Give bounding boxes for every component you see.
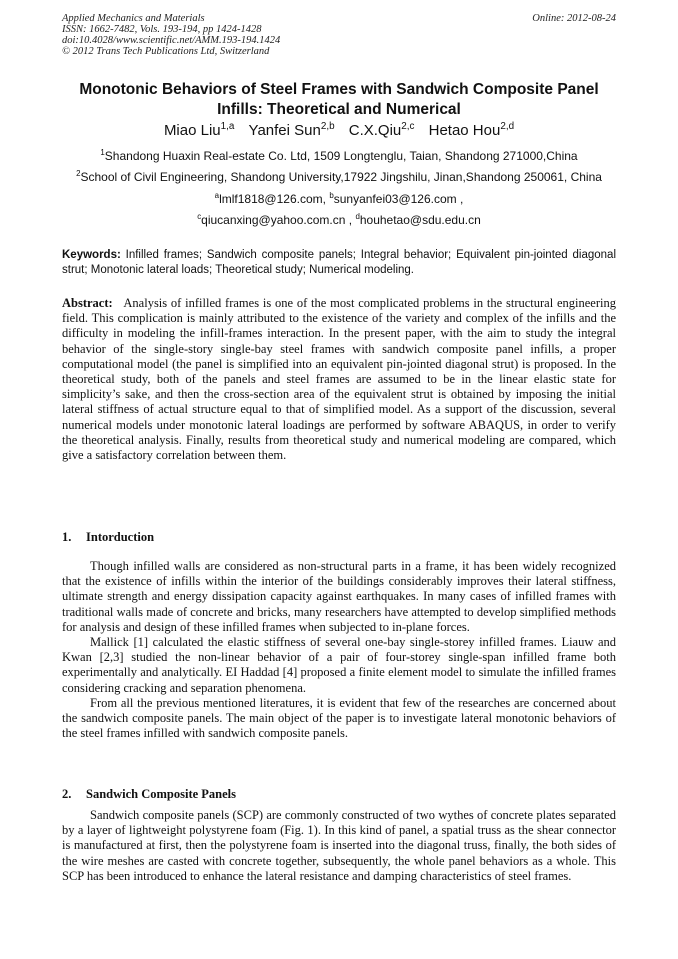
author-sup: 1,a <box>220 121 235 132</box>
email-a: lmlf1818@126.com, <box>219 192 326 206</box>
paragraph: Mallick [1] calculated the elastic stiffness of several one-bay single-storey infilled frames. Liauw and Kwan [2,3] studied the non-linear behavior of a pair of four-storey single-span infilled frame both experimentally and analytically. EI Haddad [4] proposed a finite element model to simulate the infilled frames considering cracking and separation phenomena. <box>62 635 616 695</box>
abstract-label: Abstract: <box>62 296 113 310</box>
author-list <box>62 121 616 141</box>
author-name: C.X.Qiu <box>348 122 402 139</box>
author <box>429 122 514 139</box>
affiliation-text: Shandong Huaxin Real-estate Co. Ltd, 1509 Longtenglu, Taian, Shandong 271000,China <box>104 149 578 163</box>
affiliation-sup: 1 <box>100 148 105 157</box>
email-sup: b <box>329 191 334 200</box>
section-1-body <box>62 559 616 741</box>
author <box>164 122 234 139</box>
section-number: 1. <box>62 530 72 544</box>
section-heading-1 <box>62 530 154 545</box>
section-title: Sandwich Composite Panels <box>86 787 237 801</box>
section-heading-2 <box>62 787 236 802</box>
email-sup: c <box>197 212 202 221</box>
running-header <box>62 13 616 57</box>
affiliation-sup: 2 <box>76 169 81 178</box>
author <box>349 122 415 139</box>
paragraph: Though infilled walls are considered as non-structural parts in a frame, it has been widely recognized that the existence of infills within the interior of the buildings considerably improves their lateral stiffness, ultimate strength and energy dissipation capacity against earthquakes. In many cases of infilled frames with traditional walls made of concrete and bricks, many researchers have attempted to develop simplified methods for analysis and design of these infilled frames when subjected to in-plane forces. <box>62 559 616 634</box>
keywords-label: Keywords: <box>62 249 121 261</box>
copyright-line: © 2012 Trans Tech Publications Ltd, Switzerland <box>62 46 270 57</box>
email-line-2 <box>62 212 616 228</box>
email-d: houhetao@sdu.edu.cn <box>359 213 481 227</box>
doi-line: doi:10.4028/www.scientific.net/AMM.193-194.1424 <box>62 35 281 46</box>
author-name: Miao Liu <box>163 122 221 139</box>
paragraph: From all the previous mentioned literatures, it is evident that few of the researches are concerned about the sandwich composite panels. The main object of the paper is to investigate lateral monotonic behaviors of the steel frames infilled with sandwich composite panels. <box>62 695 616 741</box>
email-b: sunyanfei03@126.com , <box>333 192 464 206</box>
abstract-text: Analysis of infilled frames is one of the most complicated problems in the structural engineering field. This complication is mainly attributed to the existence of the variety and complex of the infills and the difficulty in modeling the infill-frames interaction. In the present paper, with the aim to study the integral behavior of the single-story single-bay steel frames with sandwich composite panel infills, a proper computational model (the panel is simplified into an equivalent pin-jointed diagonal strut) is proposed. In the theoretical study, both of the panels and steel frames are assumed to be in the linear elastic state for simplicity’s sake, and then the cross-section area of the equivalent strut is obtained by imposing the initial lateral stiffness of actual structure equal to that of simplified model. As a support of the discussion, several numerical models under monotonic lateral loadings are performed by software ABAQUS, in order to verify the theoretical analysis. Finally, results from theoretical study and numerical modeling are compared, which give a satisfactory correlation between them. <box>62 296 616 463</box>
keywords <box>62 248 616 278</box>
keywords-text: Infilled frames; Sandwich composite panels; Integral behavior; Equivalent pin-jointed diagonal strut; Monotonic lateral loads; Theoretical study; Numerical modeling. <box>62 249 616 276</box>
paper-title: Monotonic Behaviors of Steel Frames with Sandwich Composite Panel Infills: Theoretical and Numerical <box>79 81 599 118</box>
section-2-body <box>62 808 616 884</box>
journal-name: Applied Mechanics and Materials <box>62 13 205 24</box>
author-sup: 2,b <box>320 121 335 132</box>
section-number: 2. <box>62 787 72 801</box>
affiliation-text: School of Civil Engineering, Shandong University,17922 Jingshilu, Jinan,Shandong 250061, China <box>80 170 602 184</box>
author-name: Yanfei Sun <box>248 122 321 139</box>
author <box>249 122 335 139</box>
email-sup: a <box>214 191 220 200</box>
affiliation-2 <box>62 169 616 185</box>
email-c: qiucanxing@yahoo.com.cn , <box>201 213 353 227</box>
section-title: Intorduction <box>86 530 155 544</box>
abstract <box>62 296 616 463</box>
paragraph: Sandwich composite panels (SCP) are commonly constructed of two wythes of concrete plates separated by a layer of lightweight polystyrene foam (Fig. 1). In this kind of panel, a spatial truss as the shear connector is manufactured at first, then the polystyrene foam is inserted into the diagonal truss, finally, the both sides of the wire meshes are casted with concrete together, subsequently, the whole panel behaviors as a whole. This SCP has been introduced to enhance the lateral resistance and damping characteristics of steel frames. <box>62 808 616 883</box>
issn-line: ISSN: 1662-7482, Vols. 193-194, pp 1424-1428 <box>62 24 262 35</box>
author-sup: 2,d <box>500 121 515 132</box>
email-line-1 <box>62 191 616 207</box>
email-sup: d <box>355 212 360 221</box>
online-date: Online: 2012-08-24 <box>532 13 616 24</box>
affiliation-1 <box>62 148 616 164</box>
author-name: Hetao Hou <box>428 122 501 139</box>
author-sup: 2,c <box>401 121 415 132</box>
